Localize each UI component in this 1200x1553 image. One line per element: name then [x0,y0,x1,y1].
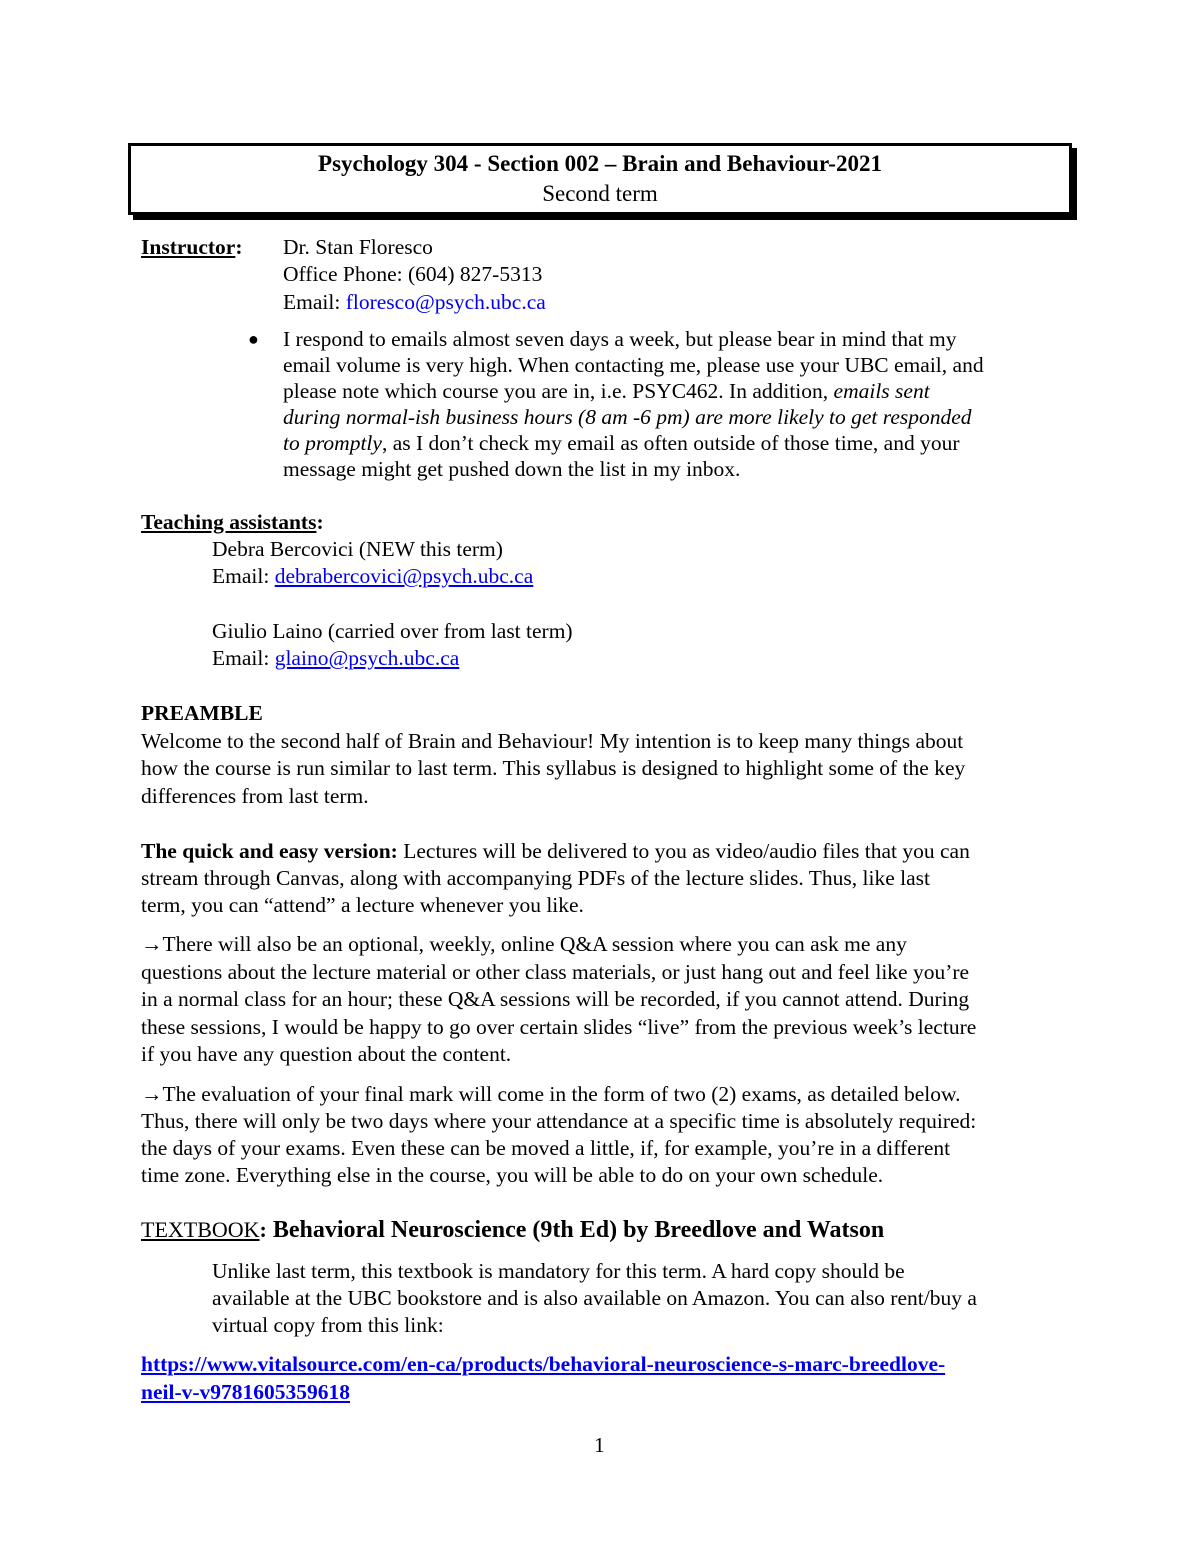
ta1-name: Debra Bercovici (NEW this term) [212,537,503,561]
email-note-line: I respond to emails almost seven days a week, but please bear in mind that my [283,327,957,351]
eval-line: →The evaluation of your final mark will come in the form of two (2) exams, as detailed below. [141,1082,961,1106]
quick-line: stream through Canvas, along with accompanying PDFs of the lecture slides. Thus, like last [141,866,930,890]
email-note-line: to promptly, as I don’t check my email as often outside of those time, and your [283,431,960,455]
ta2-email-link[interactable]: glaino@psych.ubc.ca [274,646,460,670]
page-title: Psychology 304 - Section 002 – Brain and Behaviour-2021 [318,151,882,176]
ta-heading: Teaching assistants: [141,510,324,534]
eval-line: time zone. Everything else in the course, you will be able to do on your own schedule. [141,1163,884,1187]
preamble-line: differences from last term. [141,784,369,808]
qa-line: →There will also be an optional, weekly, online Q&A session where you can ask me any [141,932,907,956]
instructor-email-link[interactable]: floresco@psych.ubc.ca [345,290,546,314]
textbook-line: available at the UBC bookstore and is also available on Amazon. You can also rent/buy a [212,1286,977,1310]
textbook-line: Unlike last term, this textbook is mandatory for this term. A hard copy should be [212,1259,905,1283]
page-number: 1 [594,1433,605,1457]
page-subtitle: Second term [542,181,658,206]
quick-line: term, you can “attend” a lecture whenever you like. [141,893,584,917]
ta1-email: Email: debrabercovici@psych.ubc.ca [212,564,534,588]
ta2-name: Giulio Laino (carried over from last term) [212,619,573,643]
preamble-heading: PREAMBLE [141,701,263,725]
ta2-email: Email: glaino@psych.ubc.ca [212,646,460,670]
ta1-email-link[interactable]: debrabercovici@psych.ubc.ca [274,564,534,588]
qa-line: if you have any question about the content. [141,1042,512,1066]
instructor-email: Email: floresco@psych.ubc.ca [283,290,546,314]
preamble-line: how the course is run similar to last term. This syllabus is designed to highlight some of the key [141,756,966,780]
textbook-link[interactable]: neil-v-v9781605359618 [141,1380,351,1404]
instructor-phone: Office Phone: (604) 827-5313 [283,262,543,286]
instructor-heading: Instructor: [141,235,243,259]
title-box [128,143,1072,215]
textbook-heading: TEXTBOOK: Behavioral Neuroscience (9th Ed) by Breedlove and Watson [141,1217,885,1243]
qa-line: in a normal class for an hour; these Q&A sessions will be recorded, if you cannot attend. During [141,987,970,1011]
qa-line: questions about the lecture material or other class materials, or just hang out and feel like you’re [141,960,970,984]
textbook-line: virtual copy from this link: [212,1313,444,1337]
email-note-line: during normal-ish business hours (8 am -6 pm) are more likely to get responded [283,405,972,429]
eval-line: Thus, there will only be two days where your attendance at a specific time is absolutely required: [141,1109,977,1133]
preamble-line: Welcome to the second half of Brain and Behaviour! My intention is to keep many things about [141,729,964,753]
arrow-icon: → [141,1082,163,1106]
email-note-line: message might get pushed down the list in my inbox. [283,457,741,481]
textbook-link[interactable]: https://www.vitalsource.com/en-ca/products/behavioral-neuroscience-s-marc-breedlove- [141,1352,946,1376]
arrow-icon: → [141,932,163,956]
quick-line: The quick and easy version: Lectures will be delivered to you as video/audio files that you can [141,839,970,863]
qa-line: these sessions, I would be happy to go over certain slides “live” from the previous week’s lecture [141,1015,977,1039]
email-note-line: email volume is very high. When contacting me, please use your UBC email, and [283,353,984,377]
bullet-icon: ● [248,329,259,349]
email-note-line: please note which course you are in, i.e. PSYC462. In addition, emails sent [283,379,930,403]
eval-line: the days of your exams. Even these can be moved a little, if, for example, you’re in a different [141,1136,951,1160]
instructor-name: Dr. Stan Floresco [283,235,433,259]
